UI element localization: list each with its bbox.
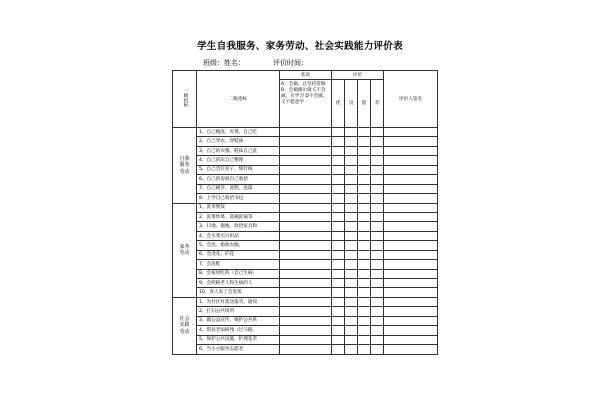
header-grade-excellent: 优	[332, 80, 345, 128]
item-cell: 3、扫地、拖地、收拾家具和	[197, 222, 280, 231]
grade-good-cell[interactable]	[345, 297, 358, 306]
status-cell[interactable]	[280, 231, 332, 240]
table-row	[173, 184, 438, 193]
item-cell: 2、自己穿衣、穿鞋袜	[197, 137, 280, 146]
item-cell: 1、洗米煲饭	[197, 203, 280, 212]
status-cell[interactable]	[280, 260, 332, 269]
grade-excellent-cell[interactable]	[332, 307, 345, 316]
table-row	[173, 156, 438, 165]
grade-excellent-cell[interactable]	[332, 212, 345, 221]
header-status-desc: A：会做，且坚持常做 B：会做偶尔做 C不会做，在学习 D不会做，又不愿意学	[280, 80, 332, 128]
item-cell: 8、会按时吃药（自己生病）	[197, 269, 280, 278]
name-label: 姓名：	[224, 59, 245, 67]
grade-good-cell[interactable]	[345, 260, 358, 269]
signer-cell[interactable]	[384, 335, 438, 344]
grade-average-cell[interactable]	[358, 279, 371, 288]
status-cell[interactable]	[280, 316, 332, 325]
table-row	[173, 231, 438, 240]
signer-cell[interactable]	[384, 137, 438, 146]
header-eval: 评价	[332, 71, 384, 80]
grade-excellent-cell[interactable]	[332, 260, 345, 269]
item-cell: 4、帮扶老弱病残（过马路、	[197, 326, 280, 335]
status-cell[interactable]	[280, 269, 332, 278]
signer-cell[interactable]	[384, 128, 438, 137]
item-cell: 6、当小小服务志愿者	[197, 345, 280, 354]
table-row	[173, 297, 438, 306]
grade-excellent-cell[interactable]	[332, 288, 345, 297]
table-row	[173, 326, 438, 335]
table-row	[173, 222, 438, 231]
signer-cell[interactable]	[384, 203, 438, 212]
signer-cell[interactable]	[384, 288, 438, 297]
table-row	[173, 260, 438, 269]
item-cell: 4、自己的床自己整理	[197, 156, 280, 165]
signer-cell[interactable]	[384, 269, 438, 278]
grade-good-cell[interactable]	[345, 156, 358, 165]
grade-poor-cell[interactable]	[371, 137, 384, 146]
grade-good-cell[interactable]	[345, 128, 358, 137]
signer-cell[interactable]	[384, 307, 438, 316]
table-row	[173, 335, 438, 344]
grade-average-cell[interactable]	[358, 307, 371, 316]
grade-poor-cell[interactable]	[371, 345, 384, 354]
evaluation-table	[172, 70, 438, 355]
grade-average-cell[interactable]	[358, 241, 371, 250]
grade-good-cell[interactable]	[345, 165, 358, 174]
grade-average-cell[interactable]	[358, 184, 371, 193]
item-cell: 2、洗菜炒菜、洗碗洗锅等	[197, 212, 280, 221]
grade-excellent-cell[interactable]	[332, 326, 345, 335]
header-level2: 二级指标	[197, 71, 280, 128]
grade-poor-cell[interactable]	[371, 194, 384, 203]
signer-cell[interactable]	[384, 222, 438, 231]
signer-cell[interactable]	[384, 165, 438, 174]
category-cell	[173, 128, 197, 204]
table-row	[173, 345, 438, 354]
table-row	[173, 194, 438, 203]
item-cell: 7、会洗鞋	[197, 260, 280, 269]
signer-cell[interactable]	[384, 241, 438, 250]
grade-poor-cell[interactable]	[371, 146, 384, 155]
header-level1-text: 一级指标	[182, 87, 188, 108]
grade-poor-cell[interactable]	[371, 212, 384, 221]
table-row	[173, 137, 438, 146]
signer-cell[interactable]	[384, 212, 438, 221]
signer-cell[interactable]	[384, 260, 438, 269]
item-cell: 8、上学自己收拾书包	[197, 194, 280, 203]
header-grade-good: 良	[345, 80, 358, 128]
grade-good-cell[interactable]	[345, 184, 358, 193]
header-grade-poor: 差	[371, 80, 384, 128]
grade-good-cell[interactable]	[345, 194, 358, 203]
grade-average-cell[interactable]	[358, 175, 371, 184]
grade-excellent-cell[interactable]	[332, 269, 345, 278]
grade-poor-cell[interactable]	[371, 279, 384, 288]
grade-poor-cell[interactable]	[371, 203, 384, 212]
table-row	[173, 146, 438, 155]
header-level1	[173, 71, 197, 128]
item-cell: 1、自己梳洗、夹菜、自己吃	[197, 128, 280, 137]
grade-good-cell[interactable]	[345, 250, 358, 259]
category-label: 家务劳动	[179, 243, 190, 257]
grade-poor-cell[interactable]	[371, 128, 384, 137]
status-cell[interactable]	[280, 297, 332, 306]
grade-excellent-cell[interactable]	[332, 231, 345, 240]
table-row	[173, 203, 438, 212]
status-cell[interactable]	[280, 345, 332, 354]
category-cell	[173, 203, 197, 297]
grade-excellent-cell[interactable]	[332, 128, 345, 137]
grade-good-cell[interactable]	[345, 269, 358, 278]
grade-average-cell[interactable]	[358, 137, 371, 146]
grade-poor-cell[interactable]	[371, 335, 384, 344]
header-status: 状况	[280, 71, 332, 80]
status-cell[interactable]	[280, 184, 332, 193]
grade-excellent-cell[interactable]	[332, 137, 345, 146]
grade-poor-cell[interactable]	[371, 241, 384, 250]
status-cell[interactable]	[280, 156, 332, 165]
class-label: 班级：	[203, 59, 224, 67]
signer-cell[interactable]	[384, 297, 438, 306]
grade-excellent-cell[interactable]	[332, 165, 345, 174]
grade-average-cell[interactable]	[358, 297, 371, 306]
grade-average-cell[interactable]	[358, 231, 371, 240]
grade-excellent-cell[interactable]	[332, 222, 345, 231]
item-cell: 5、保护公共设施，护理花草	[197, 335, 280, 344]
grade-excellent-cell[interactable]	[332, 146, 345, 155]
grade-good-cell[interactable]	[345, 279, 358, 288]
item-cell: 5、自己会钉扣子、缝针线	[197, 165, 280, 174]
status-cell[interactable]	[280, 212, 332, 221]
item-cell: 6、自己的房间自己收拾	[197, 175, 280, 184]
item-cell: 2、打扫公共场所	[197, 307, 280, 316]
status-cell[interactable]	[280, 307, 332, 316]
table-row	[173, 175, 438, 184]
grade-poor-cell[interactable]	[371, 260, 384, 269]
category-cell	[173, 297, 197, 354]
item-cell: 7、自己刷牙、洗脸、洗澡	[197, 184, 280, 193]
status-cell[interactable]	[280, 279, 332, 288]
status-cell[interactable]	[280, 241, 332, 250]
grade-good-cell[interactable]	[345, 175, 358, 184]
grade-excellent-cell[interactable]	[332, 184, 345, 193]
status-cell[interactable]	[280, 250, 332, 259]
grade-average-cell[interactable]	[358, 156, 371, 165]
grade-excellent-cell[interactable]	[332, 345, 345, 354]
grade-average-cell[interactable]	[358, 203, 371, 212]
grade-excellent-cell[interactable]	[332, 156, 345, 165]
table-row	[173, 212, 438, 221]
grade-good-cell[interactable]	[345, 231, 358, 240]
header-signer: 评价人签名	[384, 71, 438, 128]
grade-average-cell[interactable]	[358, 212, 371, 221]
grade-poor-cell[interactable]	[371, 269, 384, 278]
grade-average-cell[interactable]	[358, 326, 371, 335]
grade-excellent-cell[interactable]	[332, 203, 345, 212]
grade-average-cell[interactable]	[358, 345, 371, 354]
grade-good-cell[interactable]	[345, 307, 358, 316]
grade-excellent-cell[interactable]	[332, 316, 345, 325]
signer-cell[interactable]	[384, 194, 438, 203]
form-title: 学生自我服务、家务劳动、社会实践能力评价表	[197, 41, 403, 52]
time-label: 评价时间：	[273, 59, 308, 67]
grade-good-cell[interactable]	[345, 288, 358, 297]
table-row	[173, 307, 438, 316]
signer-cell[interactable]	[384, 184, 438, 193]
grade-good-cell[interactable]	[345, 137, 358, 146]
status-cell[interactable]	[280, 288, 332, 297]
grade-average-cell[interactable]	[358, 194, 371, 203]
grade-good-cell[interactable]	[345, 335, 358, 344]
grade-good-cell[interactable]	[345, 222, 358, 231]
grade-excellent-cell[interactable]	[332, 194, 345, 203]
grade-poor-cell[interactable]	[371, 316, 384, 325]
item-cell: 6、会浇花、护花	[197, 250, 280, 259]
grade-poor-cell[interactable]	[371, 307, 384, 316]
grade-good-cell[interactable]	[345, 316, 358, 325]
grade-excellent-cell[interactable]	[332, 279, 345, 288]
grade-poor-cell[interactable]	[371, 231, 384, 240]
grade-average-cell[interactable]	[358, 260, 371, 269]
grade-poor-cell[interactable]	[371, 222, 384, 231]
table-row	[173, 316, 438, 325]
table-row	[173, 165, 438, 174]
status-cell[interactable]	[280, 222, 332, 231]
grade-poor-cell[interactable]	[371, 165, 384, 174]
grade-good-cell[interactable]	[345, 241, 358, 250]
grade-poor-cell[interactable]	[371, 156, 384, 165]
table-row	[173, 288, 438, 297]
grade-excellent-cell[interactable]	[332, 297, 345, 306]
table-row	[173, 269, 438, 278]
form-subtitle	[203, 58, 308, 68]
status-cell[interactable]	[280, 326, 332, 335]
grade-average-cell[interactable]	[358, 165, 371, 174]
item-cell: 4、会买菜买日用品	[197, 231, 280, 240]
grade-excellent-cell[interactable]	[332, 175, 345, 184]
status-cell[interactable]	[280, 194, 332, 203]
category-label: 自我服务劳动	[179, 155, 190, 175]
grade-average-cell[interactable]	[358, 288, 371, 297]
status-cell[interactable]	[280, 203, 332, 212]
grade-poor-cell[interactable]	[371, 297, 384, 306]
grade-poor-cell[interactable]	[371, 184, 384, 193]
grade-good-cell[interactable]	[345, 146, 358, 155]
category-label: 社会实践劳动	[179, 315, 190, 335]
signer-cell[interactable]	[384, 250, 438, 259]
grade-average-cell[interactable]	[358, 316, 371, 325]
grade-average-cell[interactable]	[358, 222, 371, 231]
table-row	[173, 279, 438, 288]
item-cell: 9、会照顾老人和生病的人	[197, 279, 280, 288]
grade-average-cell[interactable]	[358, 146, 371, 155]
header-grade-average: 般	[358, 80, 371, 128]
signer-cell[interactable]	[384, 146, 438, 155]
status-cell[interactable]	[280, 146, 332, 155]
item-cell: 3、自己的衣服、鞋袜自己洗	[197, 146, 280, 155]
signer-cell[interactable]	[384, 231, 438, 240]
status-cell[interactable]	[280, 165, 332, 174]
grade-poor-cell[interactable]	[371, 288, 384, 297]
grade-excellent-cell[interactable]	[332, 241, 345, 250]
grade-average-cell[interactable]	[358, 128, 371, 137]
grade-average-cell[interactable]	[358, 250, 371, 259]
grade-good-cell[interactable]	[345, 345, 358, 354]
grade-poor-cell[interactable]	[371, 250, 384, 259]
signer-cell[interactable]	[384, 345, 438, 354]
status-cell[interactable]	[280, 137, 332, 146]
grade-excellent-cell[interactable]	[332, 335, 345, 344]
grade-excellent-cell[interactable]	[332, 250, 345, 259]
signer-cell[interactable]	[384, 326, 438, 335]
signer-cell[interactable]	[384, 175, 438, 184]
grade-good-cell[interactable]	[345, 203, 358, 212]
table-row	[173, 128, 438, 137]
item-cell: 1、为社区村落送报刊、通知	[197, 297, 280, 306]
grade-poor-cell[interactable]	[371, 175, 384, 184]
grade-average-cell[interactable]	[358, 335, 371, 344]
table-row	[173, 250, 438, 259]
grade-good-cell[interactable]	[345, 212, 358, 221]
status-cell[interactable]	[280, 335, 332, 344]
item-cell: 5、会洗、缩收衣服、	[197, 241, 280, 250]
signer-cell[interactable]	[384, 279, 438, 288]
table-row	[173, 241, 438, 250]
item-cell: 3、做公益宣传，维护公共秩	[197, 316, 280, 325]
grade-average-cell[interactable]	[358, 269, 371, 278]
status-cell[interactable]	[280, 175, 332, 184]
signer-cell[interactable]	[384, 316, 438, 325]
status-cell[interactable]	[280, 128, 332, 137]
signer-cell[interactable]	[384, 156, 438, 165]
item-cell: 10、客人来了会泡茶	[197, 288, 280, 297]
grade-good-cell[interactable]	[345, 326, 358, 335]
grade-poor-cell[interactable]	[371, 326, 384, 335]
